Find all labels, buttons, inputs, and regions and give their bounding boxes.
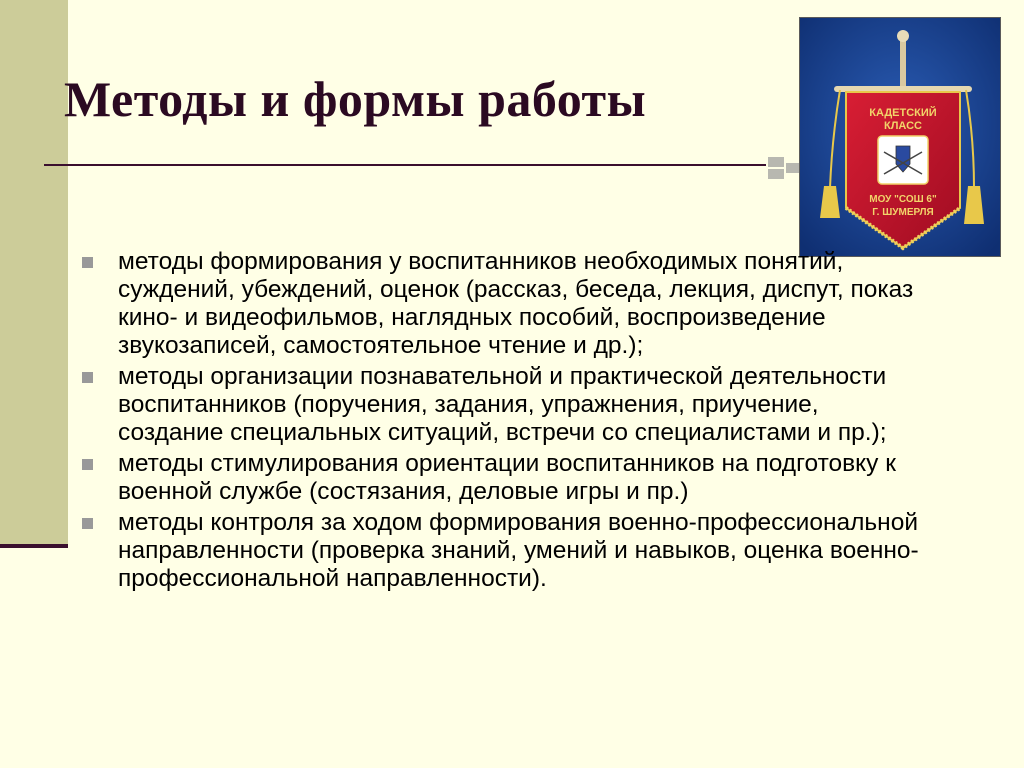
bullet-list	[80, 248, 920, 596]
left-decorative-band	[0, 0, 68, 548]
bullet-square-icon	[82, 372, 93, 383]
decorative-squares	[768, 157, 802, 179]
decorative-square	[768, 169, 784, 179]
pole-knob	[897, 30, 909, 42]
title-divider	[44, 164, 766, 166]
list-item	[80, 248, 920, 360]
pennant-text-line3: МОУ "СОШ 6"	[869, 194, 937, 205]
pennant-image	[800, 18, 1000, 256]
bullet-text: методы формирования у воспитанников необходимых понятий, суждений, убеждений, оценок (рассказ, беседа, лекция, диспут, показ кино- и видеофильмов, наглядных пособий, воспроизведение звукозаписей, самостоятельное чтение и др.);	[118, 248, 914, 359]
list-item	[80, 363, 920, 447]
pennant-text-line4: Г. ШУМЕРЛЯ	[872, 207, 934, 218]
bullet-text: методы организации познавательной и практической деятельности воспитанников (поручения, задания, упражнения, приучение, создание специальных ситуаций, встречи со специалистами и пр.);	[118, 363, 887, 446]
slide-title: Методы и формы работы	[64, 71, 647, 127]
pennant-text-line2: КЛАСС	[884, 120, 922, 132]
pennant-text-line1: КАДЕТСКИЙ	[869, 107, 937, 119]
bullet-square-icon	[82, 459, 93, 470]
list-item	[80, 450, 920, 506]
pennant-photo	[800, 18, 1000, 256]
decorative-square	[768, 157, 784, 167]
bullet-square-icon	[82, 257, 93, 268]
list-item	[80, 509, 920, 593]
bullet-square-icon	[82, 518, 93, 529]
bullet-text: методы стимулирования ориентации воспитанников на подготовку к военной службе (состязания, деловые игры и пр.)	[118, 450, 896, 505]
bullet-text: методы контроля за ходом формирования военно-профессиональной направленности (проверка знаний, умений и навыков, оценка военно-профессиональной направленности).	[118, 509, 919, 592]
pennant-pole	[900, 34, 906, 94]
left-band-underline	[0, 544, 68, 548]
